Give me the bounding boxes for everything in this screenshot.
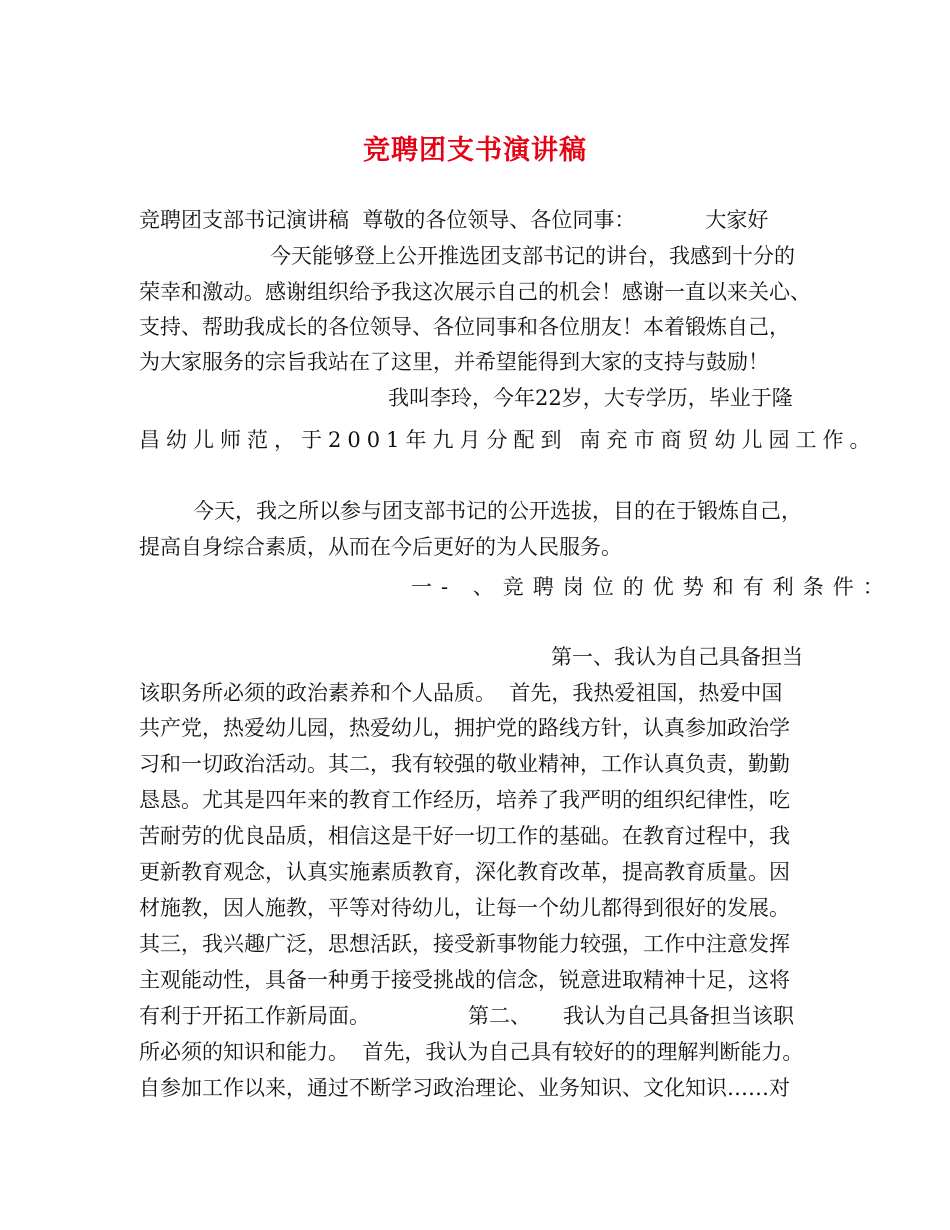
- text-segment: 为大家服务的宗旨我站在了这里，并希望能得到大家的支持与鼓励！: [139, 350, 769, 374]
- text-line: [139, 203, 829, 237]
- text-segment: 我认为自己具备担当该职: [563, 1004, 794, 1028]
- text-line: [139, 275, 829, 309]
- text-segment: 共产党，热爱幼儿园，热爱幼儿，拥护党的路线方针，认真参加政治学: [139, 716, 790, 740]
- text-segment: 恳恳。尤其是四年来的教育工作经历，培养了我严明的组织纪律性，吃: [139, 788, 790, 812]
- text-segment: 材施教，因人施教，平等对待幼儿，让每一个幼儿都得到很好的发展。: [139, 896, 790, 920]
- text-segment: 自参加工作以来，通过不断学习政治理论、业务知识、文化知识……对: [139, 1076, 790, 1100]
- text-segment: 提高自身综合素质，从而在今后更好的为人民服务。: [139, 535, 622, 559]
- text-segment: 今天，我之所以参与团支部书记的公开选拔，目的在于锻炼自己，: [193, 499, 802, 523]
- section-heading: [139, 570, 893, 604]
- text-segment: 昌幼儿师范，于2001年九月分配到: [139, 428, 568, 452]
- text-segment: 支持、帮助我成长的各位领导、各位同事和各位朋友！本着锻炼自己，: [139, 315, 790, 339]
- text-line: [139, 345, 829, 379]
- text-line: [139, 494, 829, 528]
- text-line: [139, 999, 829, 1033]
- text-line: [139, 819, 829, 853]
- text-line: [139, 676, 829, 710]
- text-line: [139, 927, 829, 961]
- text-segment: 习和一切政治活动。其二，我有较强的敬业精神，工作认真负责，勤勤: [139, 752, 790, 776]
- text-segment: 今天能够登上公开推选团支部书记的讲台，我感到十分的: [270, 244, 795, 268]
- text-segment: 有利于开拓工作新局面。: [139, 1004, 370, 1028]
- text-segment: 所必须的知识和能力。 首先，我认为自己具有较好的的理解判断能力。: [139, 1040, 804, 1064]
- text-segment: 第二、: [468, 1004, 531, 1028]
- text-line: [139, 530, 829, 564]
- text-segment: 第一、我认为自己具备担当: [551, 645, 803, 669]
- text-segment: 南充市商贸幼儿园工作。: [579, 428, 877, 452]
- text-line: [139, 423, 877, 457]
- text-segment: 苦耐劳的优良品质，相信这是干好一切工作的基础。在教育过程中，我: [139, 824, 790, 848]
- text-line: [139, 891, 829, 925]
- text-line: [139, 239, 829, 273]
- text-line: [139, 711, 829, 745]
- text-segment: 竞聘团支部书记演讲稿 尊敬的各位领导、各位同事：: [139, 208, 636, 232]
- text-line: [139, 747, 829, 781]
- text-line: [139, 855, 829, 889]
- text-line: [139, 1035, 829, 1069]
- text-segment: 其三，我兴趣广泛，思想活跃，接受新事物能力较强，工作中注意发挥: [139, 932, 790, 956]
- text-line: [139, 640, 829, 674]
- text-line: [139, 310, 829, 344]
- text-line: [139, 381, 829, 415]
- text-segment: 更新教育观念，认真实施素质教育，深化教育改革，提高教育质量。因: [139, 860, 790, 884]
- document-title: 竞聘团支书演讲稿: [363, 135, 587, 166]
- text-segment: 我叫李玲，今年22岁，大专学历，毕业于隆: [388, 386, 793, 410]
- text-segment: 一- 、竞聘岗位的优势和有利条件：: [411, 575, 893, 599]
- text-segment: 该职务所必须的政治素养和个人品质。 首先，我热爱祖国，热爱中国: [139, 681, 783, 705]
- text-line: [139, 1071, 829, 1105]
- text-segment: 荣幸和激动。感谢组织给予我这次展示自己的机会！感谢一直以来关心、: [139, 280, 811, 304]
- text-line: [139, 963, 829, 997]
- text-segment: 主观能动性，具备一种勇于接受挑战的信念，锐意进取精神十足，这将: [139, 968, 790, 992]
- text-line: [139, 783, 829, 817]
- text-segment: 大家好: [705, 208, 769, 232]
